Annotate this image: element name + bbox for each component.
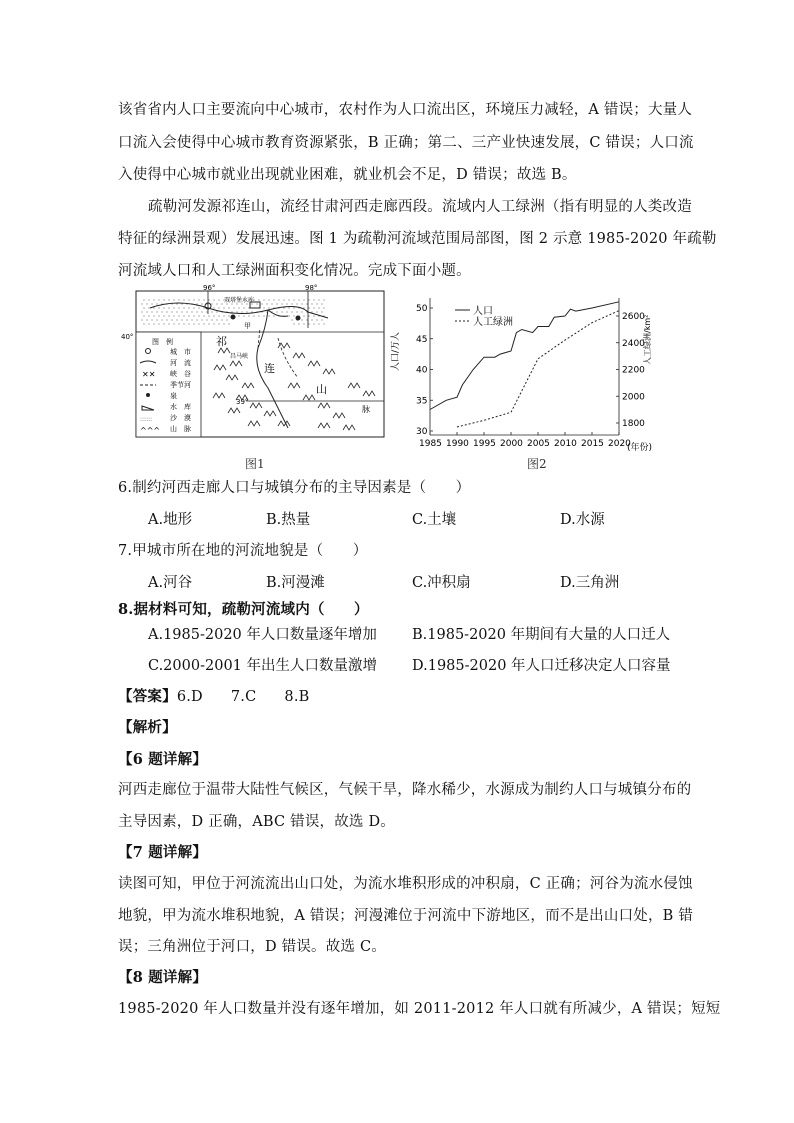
place-jia-label: 甲 — [244, 322, 251, 330]
x-tick-label: 2005 — [527, 439, 550, 449]
q6-option-c: C.土壤 — [412, 512, 457, 528]
x-tick-label: 2000 — [500, 439, 523, 449]
answer-line — [118, 687, 310, 707]
para1-line-2: 口流入会使得中心城市教育资源紧张，B 正确；第二、三产业快速发展，C 错误；人口流 — [118, 135, 694, 151]
q7-detail-label: 【7 题详解】 — [118, 844, 208, 861]
answer-label: 【答案】 — [118, 688, 177, 705]
range-char-2: 连 — [264, 362, 275, 375]
population-series-line — [430, 302, 619, 410]
spring-icon — [146, 393, 150, 397]
q6-detail-line-1: 河西走廊位于温带大陆性气候区，气候干旱，降水稀少，水源成为制约人口与城镇分布的 — [118, 782, 692, 798]
range-char-4: 脉 — [362, 405, 370, 414]
figure-1-map — [118, 284, 390, 458]
legend-reservoir: 水 库 — [170, 403, 191, 411]
q7-detail-line-2: 地貌，甲为流水堆积地貌，A 错误；河漫滩位于河流中下游地区，而不是出山口处，B 错 — [118, 908, 694, 924]
reservoir-label: 双塔堡水库 — [224, 297, 255, 304]
legend-oasis: 人工绿洲 — [473, 317, 513, 328]
x-tick-label: 2020 — [608, 439, 631, 449]
para1-line-3: 入使得中心城市就业出现就业困难，就业机会不足，D 错误；故选 B。 — [118, 167, 577, 183]
mountain-icon: ^^^ — [140, 426, 161, 435]
x-unit-label: (年份) — [627, 443, 653, 453]
q8-option-c: C.2000-2001 年出生人口数量激增 — [148, 658, 377, 674]
answer-7: 7.C — [230, 689, 257, 705]
y-right-tick-label: 2400 — [622, 338, 645, 349]
q7-option-c: C.冲积扇 — [412, 575, 471, 591]
analysis-label: 【解析】 — [118, 719, 177, 736]
y-left-tick-label: 40 — [416, 365, 428, 376]
figure-1-caption: 图1 — [245, 457, 265, 471]
legend-spring: 泉 — [170, 392, 184, 400]
desert-icon: :::::: — [140, 416, 153, 423]
q7-option-d: D.三角洲 — [560, 575, 620, 591]
question-8-stem: 8.据材料可知，疏勒河流域内（ ） — [118, 601, 369, 618]
q6-option-a: A.地形 — [148, 512, 193, 528]
para2-line-2: 特征的绿洲景观）发展迅速。图 1 为疏勒河流域范围局部图，图 2 示意 1985-2020 年疏勒 — [118, 231, 717, 247]
x-tick-label: 2010 — [554, 439, 577, 449]
para2-line-1: 疏勒河发源祁连山，流经甘肃河西走廊西段。流域内人工绿洲（指有明显的人类改造 — [148, 199, 692, 215]
lon-98-label: 98° — [305, 284, 318, 292]
y-left-tick-label: 45 — [416, 334, 428, 345]
legend-mountain: 山 脉 — [170, 425, 191, 433]
y-right-tick-label: 2600 — [622, 312, 645, 322]
figure-2-chart — [391, 290, 680, 455]
range-char-1: 祁 — [216, 335, 227, 348]
legend-gorge: 峡 谷 — [170, 370, 191, 378]
y-right-tick-label: 1800 — [622, 419, 645, 429]
q8-option-a: A.1985-2020 年人口数量逐年增加 — [148, 627, 377, 643]
legend-seasonal-river: 季节河 — [170, 381, 191, 389]
question-6-stem: 6.制约河西走廊人口与城镇分布的主导因素是（ ） — [118, 480, 471, 496]
y-left-tick-label: 50 — [416, 304, 428, 314]
q7-option-a: A.河谷 — [148, 575, 193, 591]
range-char-3: 山 — [316, 383, 327, 396]
q6-detail-line-2: 主导因素，D 正确，ABC 错误，故选 D。 — [118, 814, 395, 830]
q8-detail-label: 【8 题详解】 — [118, 969, 208, 986]
q6-detail-label: 【6 题详解】 — [118, 751, 208, 768]
q8-option-b: B.1985-2020 年期间有大量的人口迁人 — [412, 627, 671, 643]
q6-option-b: B.热量 — [266, 512, 311, 528]
legend-title: 图 例 — [152, 338, 173, 346]
y-left-label: 人口/万人 — [391, 331, 401, 371]
gorge-icon: ✕✕ — [142, 370, 156, 379]
q6-option-d: D.水源 — [560, 512, 605, 528]
y-left-tick-label: 35 — [416, 396, 428, 407]
question-7-stem: 7.甲城市所在地的河流地貌是（ ） — [118, 543, 368, 559]
figure-2-caption: 图2 — [527, 457, 547, 471]
q8-option-d: D.1985-2020 年人口迁移决定人口容量 — [412, 658, 671, 674]
x-tick-label: 1995 — [473, 439, 496, 449]
legend-city: 城 市 — [170, 348, 191, 356]
q7-detail-line-3: 误；三角洲位于河口，D 错误。故选 C。 — [118, 939, 386, 955]
q7-option-b: B.河漫滩 — [266, 575, 325, 591]
y-left-tick-label: 30 — [416, 427, 428, 437]
y-right-tick-label: 2200 — [622, 365, 645, 376]
lon-96-label: 96° — [203, 284, 216, 292]
q7-detail-line-1: 读图可知，甲位于河流流出山口处，为流水堆积形成的冲积扇，C 正确；河谷为流水侵蚀 — [118, 876, 693, 892]
q8-detail-line-1: 1985-2020 年人口数量并没有逐年增加，如 2011-2012 年人口就有所减少，A 错误；短短 — [118, 1001, 721, 1017]
answer-6: 6.D — [176, 689, 203, 705]
legend-desert: 沙 漠 — [170, 414, 191, 422]
x-tick-label: 2015 — [581, 439, 604, 449]
pass-label: 昌马峡 — [230, 353, 249, 360]
legend-population: 人口 — [473, 306, 493, 317]
x-tick-label: 1990 — [446, 439, 469, 449]
answer-8: 8.B — [284, 689, 310, 705]
lat-40-label: 40° — [121, 333, 134, 341]
lat-39-label: 39° — [236, 398, 249, 406]
para2-line-3: 河流域人口和人工绿洲面积变化情况。完成下面小题。 — [118, 263, 471, 279]
legend-river: 河 流 — [170, 359, 191, 367]
oasis-series-line — [457, 311, 619, 427]
y-right-tick-label: 2000 — [622, 392, 645, 403]
para1-line-1: 该省省内人口主要流向中心城市，农村作为人口流出区，环境压力减轻，A 错误；大量人 — [118, 102, 693, 118]
x-tick-label: 1985 — [419, 439, 442, 449]
y-right-label: 人工绿洲/km² — [643, 314, 652, 365]
